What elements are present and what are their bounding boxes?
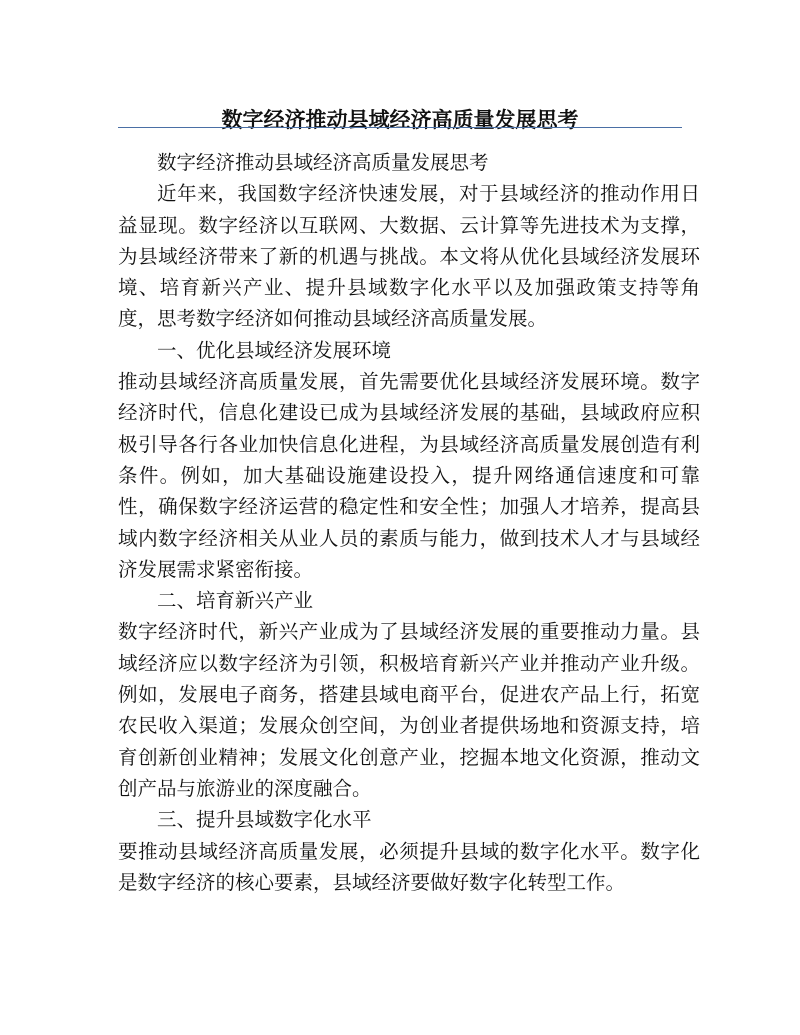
title-divider xyxy=(118,127,682,128)
section-heading-2: 二、培育新兴产业 xyxy=(157,589,314,613)
subtitle-paragraph: 数字经济推动县域经济高质量发展思考 xyxy=(157,151,489,174)
document-body xyxy=(118,147,700,898)
section-3-paragraph: 要推动县域经济高质量发展，必须提升县域的数字化水平。数字化是数字经济的核心要素，县域经济要做好数字化转型工作。 xyxy=(118,839,700,894)
section-heading-3: 三、提升县域数字化水平 xyxy=(157,808,372,832)
intro-paragraph: 近年来，我国数字经济快速发展，对于县域经济的推动作用日益显现。数字经济以互联网、大数据、云计算等先进技术为支撑，为县域经济带来了新的机遇与挑战。本文将从优化县域经济发展环境、培育新兴产业、提升县域数字化水平以及加强政策支持等角度，思考数字经济如何推动县域经济高质量发展。 xyxy=(118,182,700,331)
section-1-paragraph: 推动县域经济高质量发展，首先需要优化县域经济发展环境。数字经济时代，信息化建设已成为县域经济发展的基础，县域政府应积极引导各行各业加快信息化进程，为县域经济高质量发展创造有利条件。例如，加大基础设施建设投入，提升网络通信速度和可靠性，确保数字经济运营的稳定性和安全性；加强人才培养，提高县域内数字经济相关从业人员的素质与能力，做到技术人才与县域经济发展需求紧密衔接。 xyxy=(118,370,700,581)
document-title: 数字经济推动县域经济高质量发展思考 xyxy=(221,107,579,133)
section-2-paragraph: 数字经济时代，新兴产业成为了县域经济发展的重要推动力量。县域经济应以数字经济为引领，积极培育新兴产业并推动产业升级。例如，发展电子商务，搭建县域电商平台，促进农产品上行，拓宽农民收入渠道；发展众创空间，为创业者提供场地和资源支持，培育创新创业精神；发展文化创意产业，挖掘本地文化资源，推动文创产品与旅游业的深度融合。 xyxy=(118,620,700,800)
section-heading-1: 一、优化县域经济发展环境 xyxy=(157,338,392,362)
